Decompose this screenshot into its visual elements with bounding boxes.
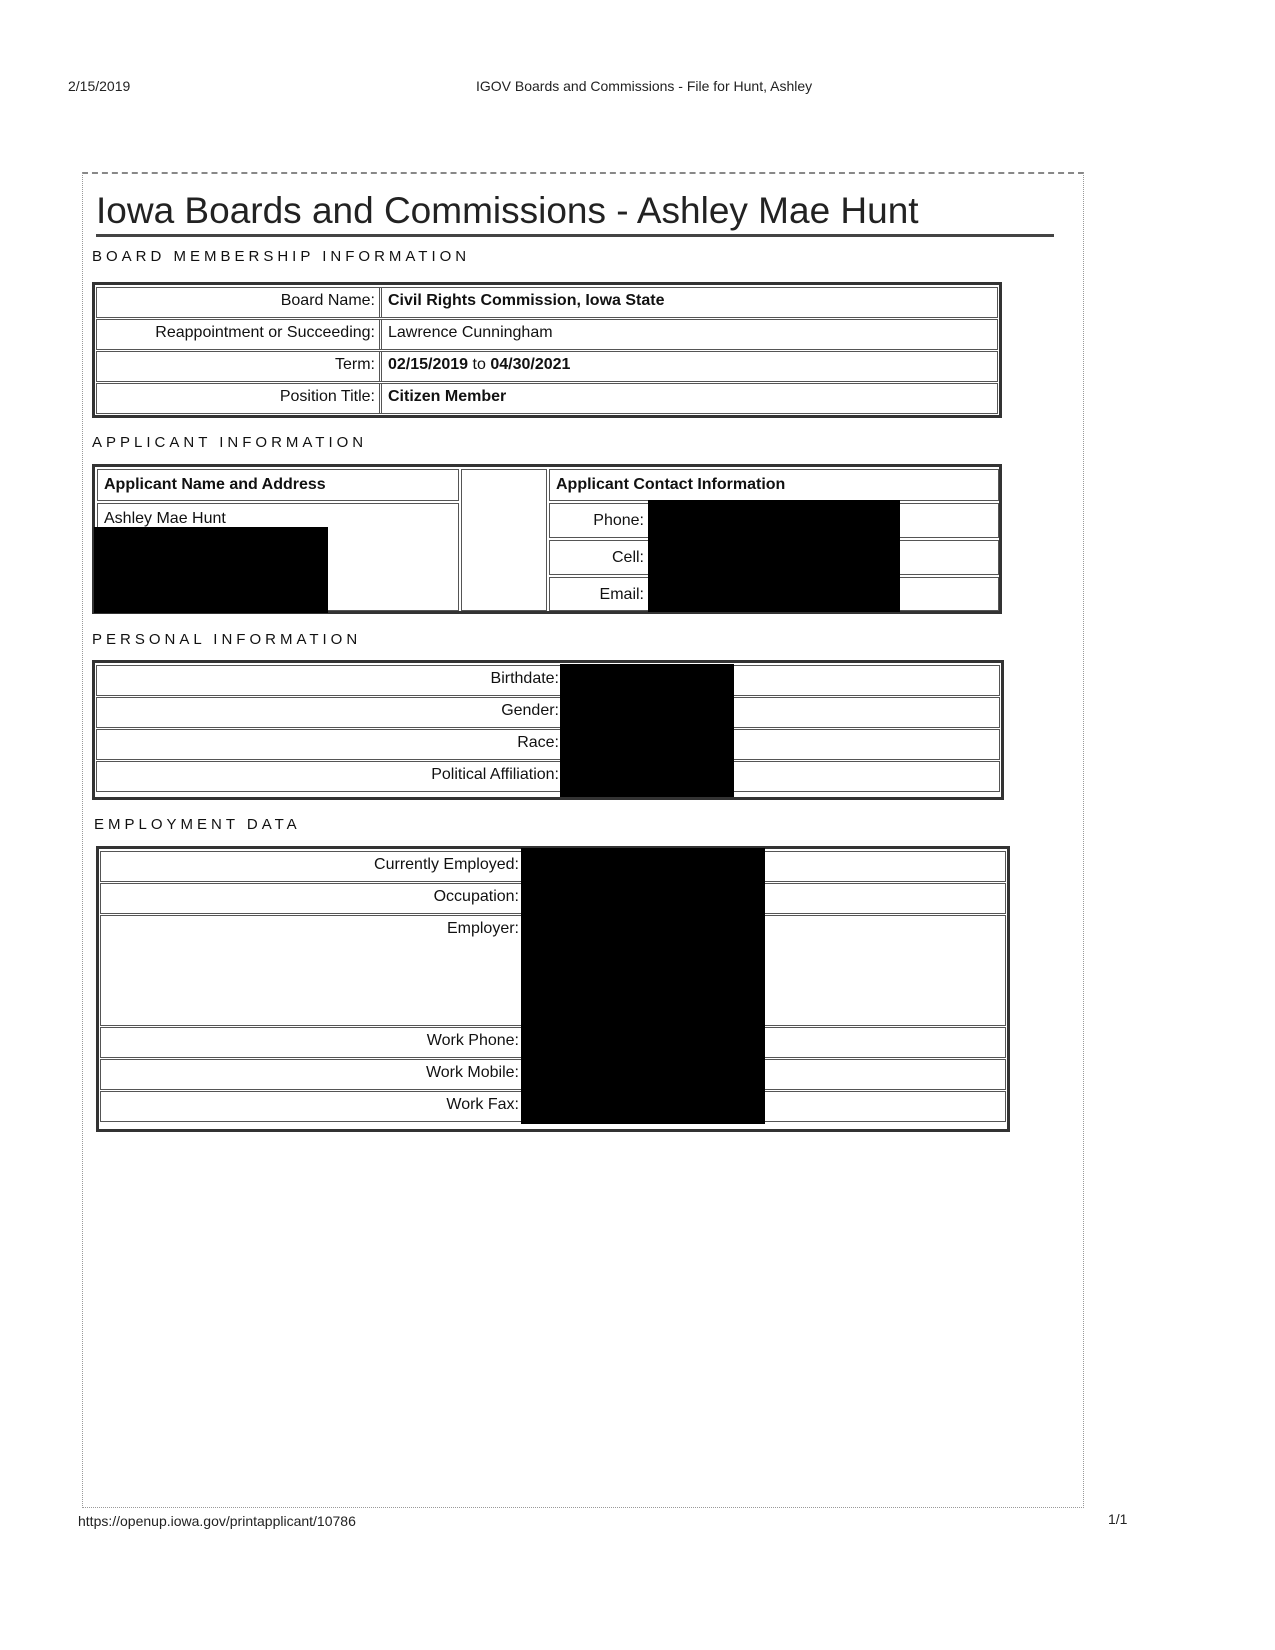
reappointment-row (96, 319, 998, 350)
term-start: 02/15/2019 (388, 356, 469, 373)
gender-row (96, 697, 1000, 728)
board-name-row (96, 287, 998, 318)
employment-redaction (521, 848, 765, 1124)
occupation-label: Occupation: (433, 888, 519, 905)
page-title: Iowa Boards and Commissions - Ashley Mae Hunt (96, 190, 1054, 237)
personal-redaction (560, 664, 734, 797)
board-section-title: BOARD MEMBERSHIP INFORMATION (92, 248, 471, 265)
employment-section-title: EMPLOYMENT DATA (94, 816, 301, 833)
term-label: Term: (335, 356, 375, 373)
political-label: Political Affiliation: (431, 766, 559, 783)
email-label: Email: (599, 586, 644, 603)
work-mobile-label: Work Mobile: (425, 1064, 519, 1081)
birthdate-label: Birthdate: (490, 670, 559, 687)
applicant-section-title: APPLICANT INFORMATION (92, 434, 368, 451)
employer-label: Employer: (446, 920, 519, 937)
board-name-label: Board Name: (280, 292, 375, 309)
applicant-name: Ashley Mae Hunt (104, 510, 226, 527)
position-label: Position Title: (279, 388, 375, 405)
footer-url: https://openup.iowa.gov/printapplicant/10786 (78, 1513, 356, 1529)
personal-section-title: PERSONAL INFORMATION (92, 631, 362, 648)
footer-page: 1/1 (1108, 1511, 1128, 1527)
work-fax-label: Work Fax: (446, 1096, 519, 1113)
position-row (96, 383, 998, 414)
cell-label: Cell: (611, 549, 644, 566)
birthdate-row (96, 665, 1000, 696)
personal-table (92, 660, 1004, 800)
work-phone-label: Work Phone: (426, 1032, 519, 1049)
address-redaction (94, 527, 328, 613)
print-title: IGOV Boards and Commissions - File for Hunt, Ashley (476, 78, 813, 94)
term-row (96, 351, 998, 382)
applicant-spacer-cell (461, 469, 547, 611)
board-table (92, 282, 1002, 418)
gender-label: Gender: (501, 702, 559, 719)
contact-redaction (648, 500, 900, 612)
race-label: Race: (517, 734, 559, 751)
term-end: 04/30/2021 (490, 356, 571, 373)
print-date: 2/15/2019 (68, 78, 131, 94)
race-row (96, 729, 1000, 760)
reappointment-value: Lawrence Cunningham (379, 320, 997, 349)
term-value (379, 352, 997, 381)
term-to: to (472, 356, 486, 373)
position-value: Citizen Member (379, 384, 997, 413)
contact-header: Applicant Contact Information (549, 469, 999, 501)
employed-label: Currently Employed: (374, 856, 519, 873)
political-row (96, 761, 1000, 792)
phone-label: Phone: (593, 512, 644, 529)
board-name-value: Civil Rights Commission, Iowa State (379, 288, 997, 317)
reappointment-label: Reappointment or Succeeding: (155, 324, 375, 341)
applicant-name-header: Applicant Name and Address (97, 469, 459, 501)
